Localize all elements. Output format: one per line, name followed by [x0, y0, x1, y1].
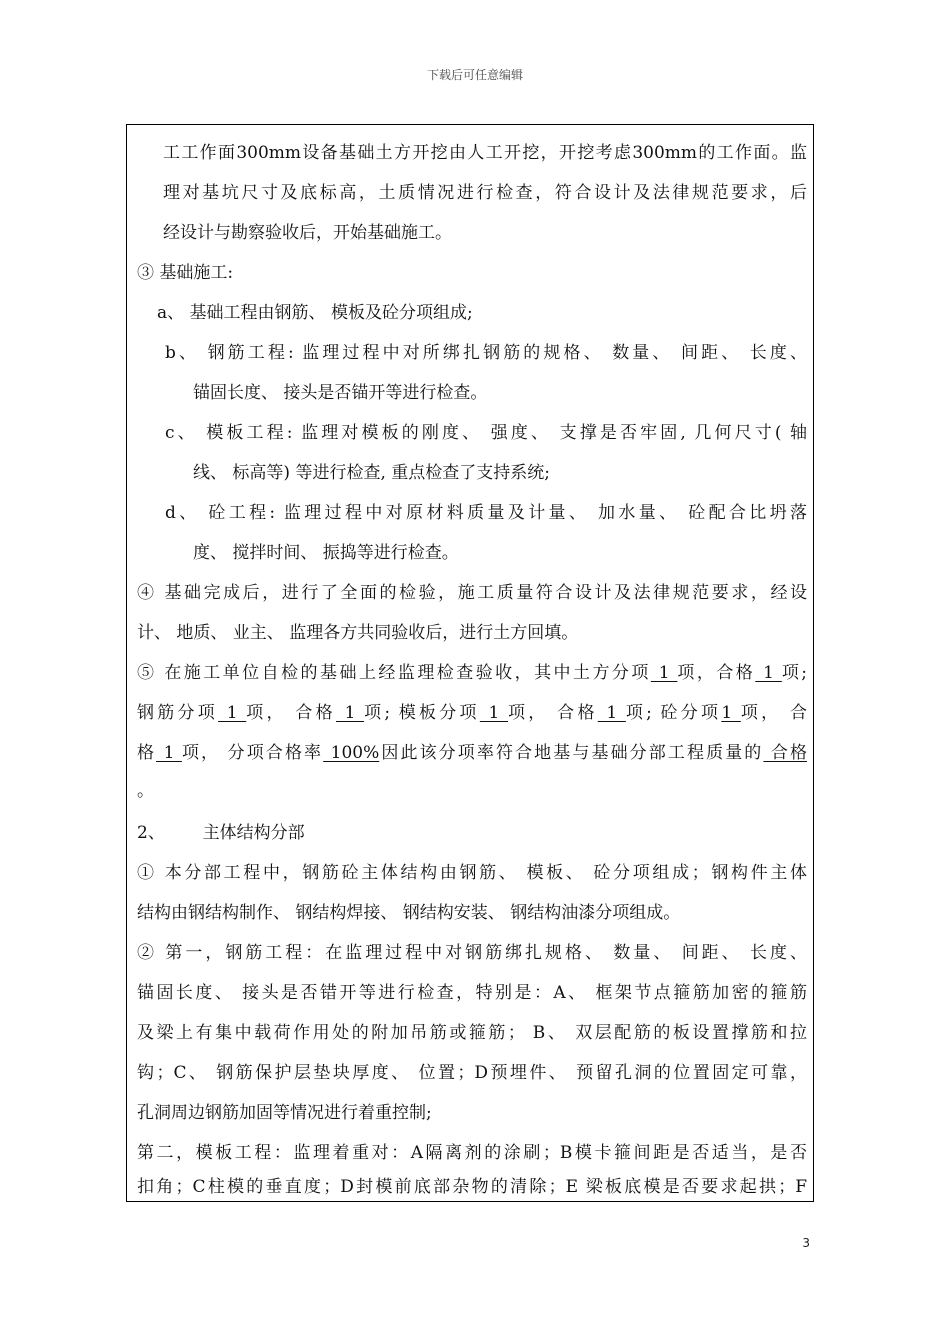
text-span: 项;	[781, 663, 808, 683]
inspection-value: 1	[335, 703, 365, 723]
text-span: 因此该分项率符合地基与基础分部工程质量的	[379, 743, 764, 763]
text-line: 锚固长度、 接头是否错开等进行检查，特别是：A、 框架节点箍筋加密的箍筋	[137, 983, 807, 1003]
inspection-line-2	[137, 703, 807, 723]
text-line: 工工作面300mm设备基础土方开挖由人工开挖，开挖考虑300mm的工作面。监	[163, 143, 807, 163]
text-span: 项; 砼分项	[625, 703, 722, 723]
section-heading: ③ 基础施工:	[137, 263, 234, 283]
list-item: 度、 搅拌时间、 振捣等进行检查。	[193, 543, 459, 563]
text-line: 及梁上有集中载荷作用处的附加吊筋或箍筋； B、 双层配筋的板设置撑筋和拉	[137, 1023, 807, 1043]
inspection-line-3	[137, 743, 807, 763]
text-span: ⑤ 在施工单位自检的基础上经监理检查验收，其中土方分项	[137, 663, 651, 683]
text-span: 项， 分项合格率	[181, 743, 324, 763]
text-line: 。	[137, 781, 154, 801]
text-span: 项， 合格	[507, 703, 598, 723]
text-line: ② 第一，钢筋工程：在监理过程中对钢筋绑扎规格、 数量、 间距、 长度、	[137, 943, 807, 963]
text-line: 钩；C、 钢筋保护层垫块厚度、 位置；D预埋件、 预留孔洞的位置固定可靠，	[137, 1063, 807, 1083]
text-line: ① 本分部工程中，钢筋砼主体结构由钢筋、 模板、 砼分项组成；钢构件主体	[137, 863, 807, 883]
inspection-value: 1	[597, 703, 626, 723]
text-span: 项，合格	[677, 663, 756, 683]
content-frame	[126, 124, 814, 1202]
inspection-value: 1	[218, 703, 247, 723]
text-line: 第二，模板工程：监理着重对：A隔离剂的涂刷；B模卡箍间距是否适当，是否	[137, 1143, 807, 1163]
inspection-line-1	[137, 663, 807, 683]
inspection-value: 1	[479, 703, 508, 723]
inspection-value: 1	[650, 663, 678, 683]
list-item: b、 钢筋工程: 监理过程中对所绑扎钢筋的规格、 数量、 间距、 长度、	[165, 343, 807, 363]
list-item: d、 砼工程: 监理过程中对原材料质量及计量、 加水量、 砼配合比坍落	[165, 503, 807, 523]
inspection-value: 1	[721, 703, 741, 723]
page-number: 3	[802, 1236, 810, 1250]
list-item: 线、 标高等) 等进行检查, 重点检查了支持系统;	[193, 463, 550, 483]
inspection-value: 1	[156, 743, 182, 763]
text-line: 孔洞周边钢筋加固等情况进行着重控制;	[137, 1103, 432, 1123]
list-item: 锚固长度、 接头是否锚开等进行检查。	[193, 383, 488, 403]
text-span: 项， 合格	[246, 703, 336, 723]
text-span: 钢筋分项	[137, 703, 219, 723]
inspection-value: 1	[755, 663, 782, 683]
section-heading: 2、 主体结构分部	[137, 823, 305, 843]
text-line: 扣角；C柱模的垂直度；D封模前底部杂物的清除；E 梁板底模是否要求起拱；F	[137, 1177, 807, 1197]
text-line: 经设计与勘察验收后，开始基础施工。	[163, 223, 452, 243]
list-item: c、 模板工程: 监理对模板的刚度、 强度、 支撑是否牢固, 几何尺寸( 轴	[165, 423, 807, 443]
inspection-value: 合格	[763, 743, 808, 763]
text-span: 项; 模板分项	[364, 703, 480, 723]
text-line: ④ 基础完成后，进行了全面的检验，施工质量符合设计及法律规范要求，经设	[137, 583, 807, 603]
header-note: 下载后可任意编辑	[426, 68, 523, 82]
text-line: 计、 地质、 业主、 监理各方共同验收后，进行土方回填。	[137, 623, 579, 643]
inspection-value: 100%	[323, 743, 380, 763]
text-line: 结构由钢结构制作、 钢结构焊接、 钢结构安装、 钢结构油漆分项组成。	[137, 903, 681, 923]
list-item: a、 基础工程由钢筋、 模板及砼分项组成;	[157, 303, 473, 323]
text-span: 项， 合	[740, 703, 808, 723]
text-span: 格	[137, 743, 157, 763]
text-line: 理对基坑尺寸及底标高，土质情况进行检查，符合设计及法律规范要求，后	[163, 183, 807, 203]
